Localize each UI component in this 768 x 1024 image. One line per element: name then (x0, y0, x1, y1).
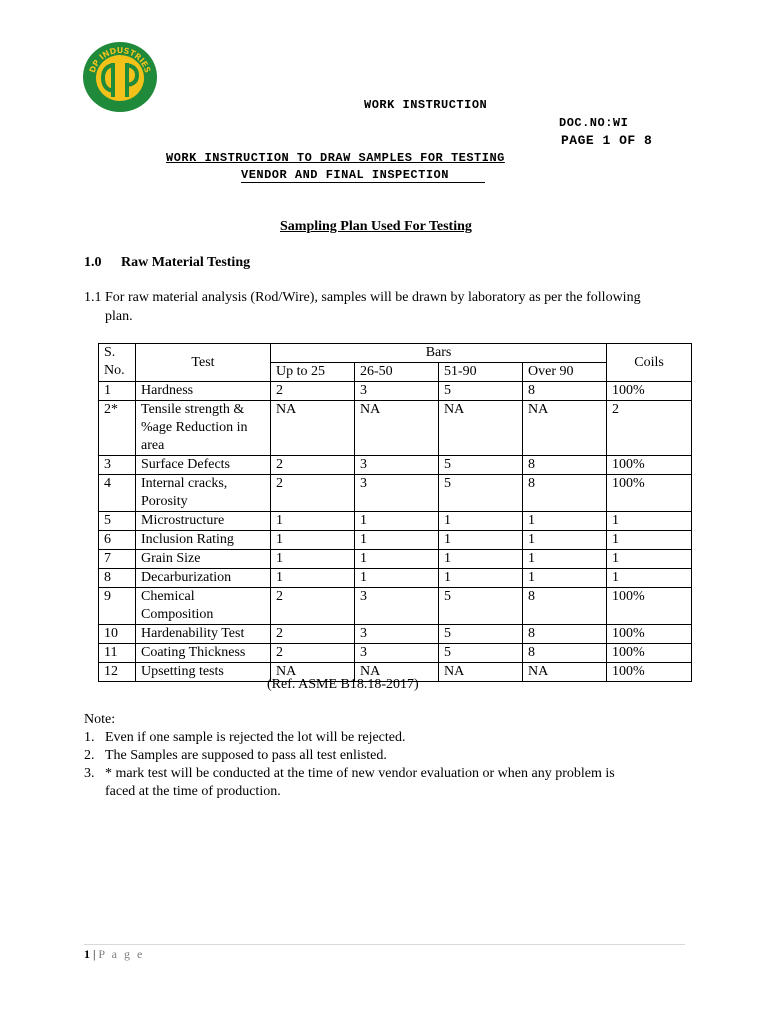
paragraph-line-1 (84, 290, 641, 306)
cell-test-line: Composition (141, 607, 214, 622)
header-sno (99, 344, 136, 382)
table-row (99, 644, 692, 663)
cell-bar-value: 2 (271, 475, 355, 512)
cell-bar-value: 1 (271, 512, 355, 531)
paragraph-line-2: plan. (105, 309, 133, 324)
section-number: 1.0 (84, 255, 102, 270)
cell-bar-value: 1 (523, 569, 607, 588)
cell-sno: 12 (99, 663, 136, 682)
cell-bar-value: 8 (523, 456, 607, 475)
cell-sno: 6 (99, 531, 136, 550)
note-text: Even if one sample is rejected the lot will be rejected. (105, 730, 406, 745)
title-line-2: VENDOR AND FINAL INSPECTION (241, 169, 485, 183)
sampling-plan-table (98, 343, 692, 682)
cell-sno: 3 (99, 456, 136, 475)
notes-heading: Note: (84, 712, 116, 727)
cell-sno: 10 (99, 625, 136, 644)
cell-bar-value: 1 (355, 569, 439, 588)
cell-test (136, 401, 271, 456)
footer-separator: | (93, 947, 96, 961)
table-row (99, 588, 692, 625)
cell-sno: 1 (99, 382, 136, 401)
cell-bar-value: NA (439, 663, 523, 682)
cell-sno: 2* (99, 401, 136, 456)
header-sno-line: S. (104, 345, 116, 360)
cell-test-line: Decarburization (141, 570, 232, 585)
cell-bar-value: 2 (271, 588, 355, 625)
cell-test (136, 475, 271, 512)
section-title: Raw Material Testing (121, 255, 251, 270)
note-item (84, 783, 615, 801)
cell-bar-value: 1 (439, 531, 523, 550)
cell-bar-value: 5 (439, 625, 523, 644)
cell-bar-value: 2 (271, 625, 355, 644)
cell-test-line: Surface Defects (141, 457, 231, 472)
note-text: faced at the time of production. (105, 784, 281, 799)
note-item (84, 765, 615, 783)
cell-coils: 100% (607, 382, 692, 401)
note-text: * mark test will be conducted at the time of new vendor evaluation or when any problem is (105, 766, 615, 781)
cell-coils: 100% (607, 456, 692, 475)
cell-sno: 8 (99, 569, 136, 588)
table-body (99, 382, 692, 682)
footer-page-number: 1 (84, 947, 90, 961)
cell-test (136, 625, 271, 644)
cell-coils: 1 (607, 531, 692, 550)
cell-coils: 1 (607, 550, 692, 569)
note-item (84, 729, 615, 747)
table-header-row (99, 344, 692, 363)
cell-bar-value: 8 (523, 588, 607, 625)
cell-test-line: Internal cracks, (141, 476, 228, 491)
cell-bar-value: 1 (355, 550, 439, 569)
cell-test-line: Upsetting tests (141, 664, 224, 679)
cell-sno: 11 (99, 644, 136, 663)
cell-bar-value: 8 (523, 382, 607, 401)
cell-bar-value: NA (271, 663, 355, 682)
cell-test (136, 644, 271, 663)
table-row (99, 512, 692, 531)
cell-bar-value: 1 (523, 512, 607, 531)
cell-bar-value: 8 (523, 644, 607, 663)
note-number: 1. (84, 730, 95, 745)
cell-bar-value: 5 (439, 644, 523, 663)
cell-bar-value: 5 (439, 456, 523, 475)
cell-bar-value: 1 (439, 550, 523, 569)
table-row (99, 531, 692, 550)
notes-section (84, 711, 615, 801)
cell-bar-value: 1 (439, 512, 523, 531)
note-text: The Samples are supposed to pass all test enlisted. (105, 748, 387, 763)
cell-sno: 9 (99, 588, 136, 625)
cell-test (136, 569, 271, 588)
table-row (99, 382, 692, 401)
header-bars: Bars (271, 344, 607, 363)
header-sno-line: No. (104, 363, 125, 378)
cell-test (136, 456, 271, 475)
table-row (99, 569, 692, 588)
cell-bar-value: 1 (439, 569, 523, 588)
cell-bar-value: 3 (355, 644, 439, 663)
cell-test-line: Chemical (141, 589, 195, 604)
cell-test-line: Coating Thickness (141, 645, 246, 660)
cell-coils: 100% (607, 625, 692, 644)
header-coils: Coils (607, 344, 692, 382)
cell-bar-value: 3 (355, 382, 439, 401)
note-number: 2. (84, 748, 95, 763)
cell-coils: 100% (607, 663, 692, 682)
cell-test-line: Inclusion Rating (141, 532, 234, 547)
logo-text: DP INDUSTRIES (87, 45, 153, 74)
cell-bar-value: 3 (355, 625, 439, 644)
cell-bar-value: 1 (271, 569, 355, 588)
cell-bar-value: 2 (271, 456, 355, 475)
cell-bar-value: 3 (355, 456, 439, 475)
cell-bar-value: NA (439, 401, 523, 456)
cell-bar-value: 3 (355, 588, 439, 625)
cell-test-line: area (141, 438, 165, 453)
footer-divider (84, 944, 685, 945)
cell-bar-value: 5 (439, 588, 523, 625)
sampling-plan-heading: Sampling Plan Used For Testing (280, 219, 472, 234)
cell-test (136, 531, 271, 550)
note-number (84, 783, 105, 801)
cell-coils: 1 (607, 569, 692, 588)
paragraph-number: 1.1 (84, 290, 102, 305)
cell-bar-value: 5 (439, 475, 523, 512)
cell-sno: 5 (99, 512, 136, 531)
cell-bar-value: 2 (271, 644, 355, 663)
cell-bar-value: 1 (355, 531, 439, 550)
page-footer (84, 947, 144, 962)
cell-test-line: %age Reduction in (141, 420, 248, 435)
cell-bar-value: 1 (355, 512, 439, 531)
cell-coils: 1 (607, 512, 692, 531)
cell-test-line: Microstructure (141, 513, 225, 528)
cell-test (136, 512, 271, 531)
cell-coils: 100% (607, 588, 692, 625)
footer-page-word: P a g e (98, 947, 145, 961)
table-row (99, 475, 692, 512)
header-bar-range: Over 90 (523, 363, 607, 382)
cell-bar-value: 1 (523, 531, 607, 550)
cell-bar-value: NA (355, 401, 439, 456)
cell-coils: 100% (607, 475, 692, 512)
cell-bar-value: NA (355, 663, 439, 682)
cell-bar-value: NA (523, 663, 607, 682)
table-reference: (Ref. ASME B18.18-2017) (267, 677, 419, 692)
cell-test-line: Tensile strength & (141, 402, 245, 417)
cell-test (136, 663, 271, 682)
cell-test (136, 382, 271, 401)
table-row (99, 625, 692, 644)
cell-bar-value: 3 (355, 475, 439, 512)
cell-coils: 100% (607, 644, 692, 663)
cell-bar-value: 2 (271, 382, 355, 401)
doc-type: WORK INSTRUCTION (364, 98, 488, 112)
header-test: Test (136, 344, 271, 382)
notes-list (84, 729, 615, 801)
note-number: 3. (84, 766, 95, 781)
cell-sno: 7 (99, 550, 136, 569)
cell-bar-value: 1 (271, 531, 355, 550)
cell-coils: 2 (607, 401, 692, 456)
cell-bar-value: NA (271, 401, 355, 456)
table-row (99, 401, 692, 456)
paragraph-text: For raw material analysis (Rod/Wire), samples will be drawn by laboratory as per the following (105, 290, 641, 305)
title-line-1: WORK INSTRUCTION TO DRAW SAMPLES FOR TESTING (166, 151, 505, 165)
table-row (99, 456, 692, 475)
cell-test (136, 588, 271, 625)
cell-bar-value: 1 (523, 550, 607, 569)
cell-bar-value: NA (523, 401, 607, 456)
cell-bar-value: 1 (271, 550, 355, 569)
cell-test-line: Porosity (141, 494, 188, 509)
cell-test (136, 550, 271, 569)
header-bar-range: Up to 25 (271, 363, 355, 382)
header-bar-range: 26-50 (355, 363, 439, 382)
header-bar-range: 51-90 (439, 363, 523, 382)
cell-test-line: Hardness (141, 383, 194, 398)
doc-number: DOC.NO:WI (559, 116, 629, 130)
table-row (99, 550, 692, 569)
cell-test-line: Grain Size (141, 551, 201, 566)
cell-bar-value: 8 (523, 625, 607, 644)
cell-bar-value: 5 (439, 382, 523, 401)
company-logo (82, 41, 158, 113)
cell-bar-value: 8 (523, 475, 607, 512)
cell-sno: 4 (99, 475, 136, 512)
note-item (84, 747, 615, 765)
cell-test-line: Hardenability Test (141, 626, 245, 641)
page-indicator: PAGE 1 OF 8 (561, 133, 653, 148)
